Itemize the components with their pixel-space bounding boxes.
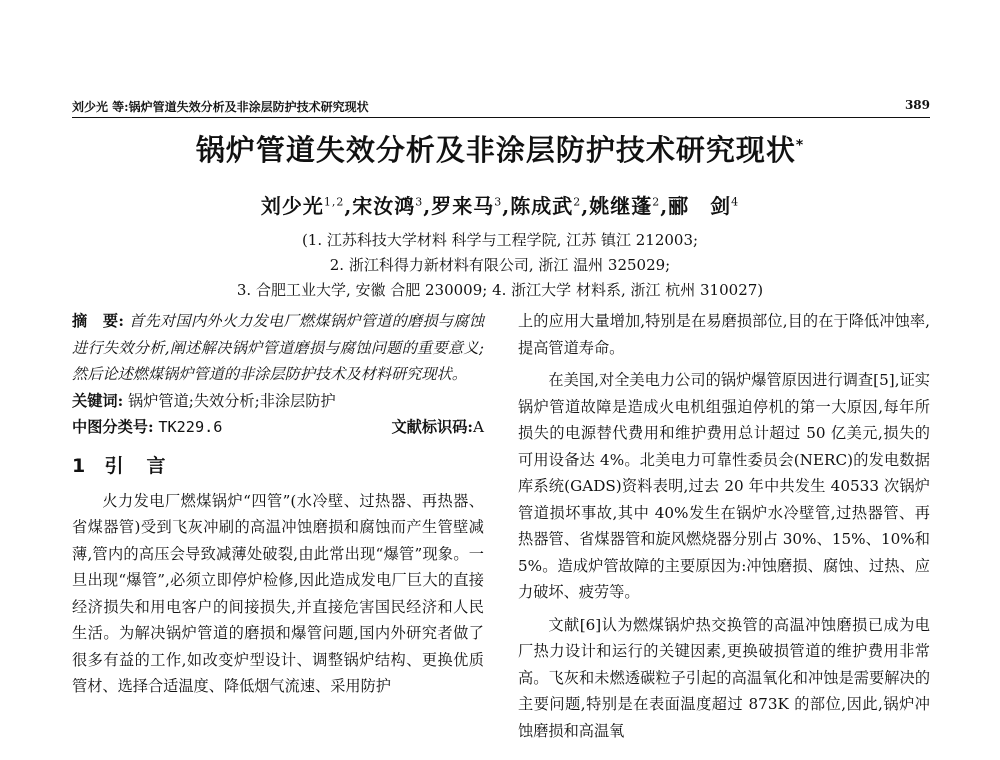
section-heading xyxy=(72,451,484,478)
author-affiliation-mark: 3 xyxy=(494,195,503,209)
paper-title xyxy=(0,128,1000,169)
keywords xyxy=(72,388,484,415)
author xyxy=(668,194,739,218)
right-column xyxy=(518,308,930,744)
classification-code: TK229.6 xyxy=(158,418,223,436)
document-code-label: 文献标识码: xyxy=(391,418,474,436)
author-affiliation-mark: 1,2 xyxy=(323,195,345,209)
abstract-label: 摘 要: xyxy=(72,312,124,330)
author xyxy=(510,194,581,218)
section-number: 1 xyxy=(72,454,88,477)
author-name: 刘少光 xyxy=(260,194,324,218)
affiliation-line: 2. 浙江科得力新材料有限公司, 浙江 温州 325029; xyxy=(329,256,671,274)
abstract xyxy=(72,308,484,388)
author-name: 罗来马 xyxy=(431,194,495,218)
running-head-title: 刘少光 等:锅炉管道失效分析及非涂层防护技术研究现状 xyxy=(72,100,369,114)
left-column xyxy=(72,308,484,700)
author-name: 郦 剑 xyxy=(668,194,732,218)
author xyxy=(352,194,423,218)
author xyxy=(261,194,345,218)
document-code xyxy=(391,414,484,441)
author-affiliation-mark: 2 xyxy=(573,195,582,209)
header-rule xyxy=(72,117,930,118)
paper-title-text: 锅炉管道失效分析及非涂层防护技术研究现状 xyxy=(195,133,796,167)
author-name: 陈成武 xyxy=(510,194,574,218)
author-list: 刘少光$^{1,2}$,宋汝鸿$^3$,罗来马$^3$,陈成武$^2$,姚继蓬$^2$,郦 剑$^4$ xyxy=(260,194,740,218)
affiliation-line: 3. 合肥工业大学, 安徽 合肥 230009; 4. 浙江大学 材料系, 浙江 杭州 310027) xyxy=(236,281,764,299)
author xyxy=(589,194,660,218)
section-body xyxy=(72,488,484,700)
author-affiliation-mark: 3 xyxy=(415,195,424,209)
page-number: 389 xyxy=(904,98,930,112)
author-affiliation-mark: 2 xyxy=(652,195,661,209)
body-paragraph: 在美国,对全美电力公司的锅炉爆管原因进行调查[5],证实锅炉管道故障是造成火电机组强迫停机的第一大原因,每年所损失的电源替代费用和维护费用总计超过 50 亿美元,损失的可用设备达 4%。北美电力可靠性委员会(NERC)的发电数据库系统(GADS)资料表明,过去 20 年中共发生 40533 次锅炉管道损坏事故,其中 40%发生在锅炉水冷壁管,过热器管、再热器管、省煤器管和旋风燃烧器分别占 30%、15%、10%和 5%。造成炉管故障的主要原因为:冲蚀磨损、腐蚀、过热、应力破坏、疲劳等。 xyxy=(518,371,930,601)
classification-label: 中图分类号: xyxy=(72,418,154,436)
title-footnote-mark: * xyxy=(795,137,805,154)
body-paragraph: 上的应用大量增加,特别是在易磨损部位,目的在于降低冲蚀率,提高管道寿命。 xyxy=(518,312,930,357)
abstract-text: 首先对国内外火力发电厂燃煤锅炉管道的磨损与腐蚀进行失效分析,阐述解决锅炉管道磨损与腐蚀问题的重要意义;然后论述燃煤锅炉管道的非涂层防护技术及材料研究现状。 xyxy=(72,312,485,383)
author-name: 姚继蓬 xyxy=(589,194,653,218)
document-code-value: A xyxy=(473,418,484,436)
keywords-label: 关键词: xyxy=(72,391,124,410)
affiliation-line: (1. 江苏科技大学材料 科学与工程学院, 江苏 镇江 212003; xyxy=(301,231,699,249)
author xyxy=(431,194,502,218)
author-affiliation-mark: 4 xyxy=(731,195,740,209)
body-paragraph: 文献[6]认为燃煤锅炉热交换管的高温冲蚀磨损已成为电厂热力设计和运行的关键因素,更换破损管道的维护费用非常高。飞灰和未燃透碳粒子引起的高温氧化和冲蚀是需要解决的主要问题,特别是在表面温度超过 873K 的部位,因此,锅炉冲蚀磨损和高温氧 xyxy=(518,615,930,740)
section-title: 引 言 xyxy=(104,454,168,477)
classification xyxy=(72,414,484,441)
author-name: 宋汝鸿 xyxy=(352,194,416,218)
body-paragraph: 火力发电厂燃煤锅炉“四管”(水冷壁、过热器、再热器、省煤器管)受到飞灰冲刷的高温冲蚀磨损和腐蚀而产生管壁减薄,管内的高压会导致减薄处破裂,由此常出现“爆管”现象。一旦出现“爆管”,必须立即停炉检修,因此造成发电厂巨大的直接经济损失和用电客户的间接损失,并直接危害国民经济和人民生活。为解决锅炉管道的磨损和爆管问题,国内外研究者做了很多有益的工作,如改变炉型设计、调整锅炉结构、更换优质管材、选择合适温度、降低烟气流速、采用防护 xyxy=(72,491,484,695)
keywords-text: 锅炉管道;失效分析;非涂层防护 xyxy=(128,391,336,410)
